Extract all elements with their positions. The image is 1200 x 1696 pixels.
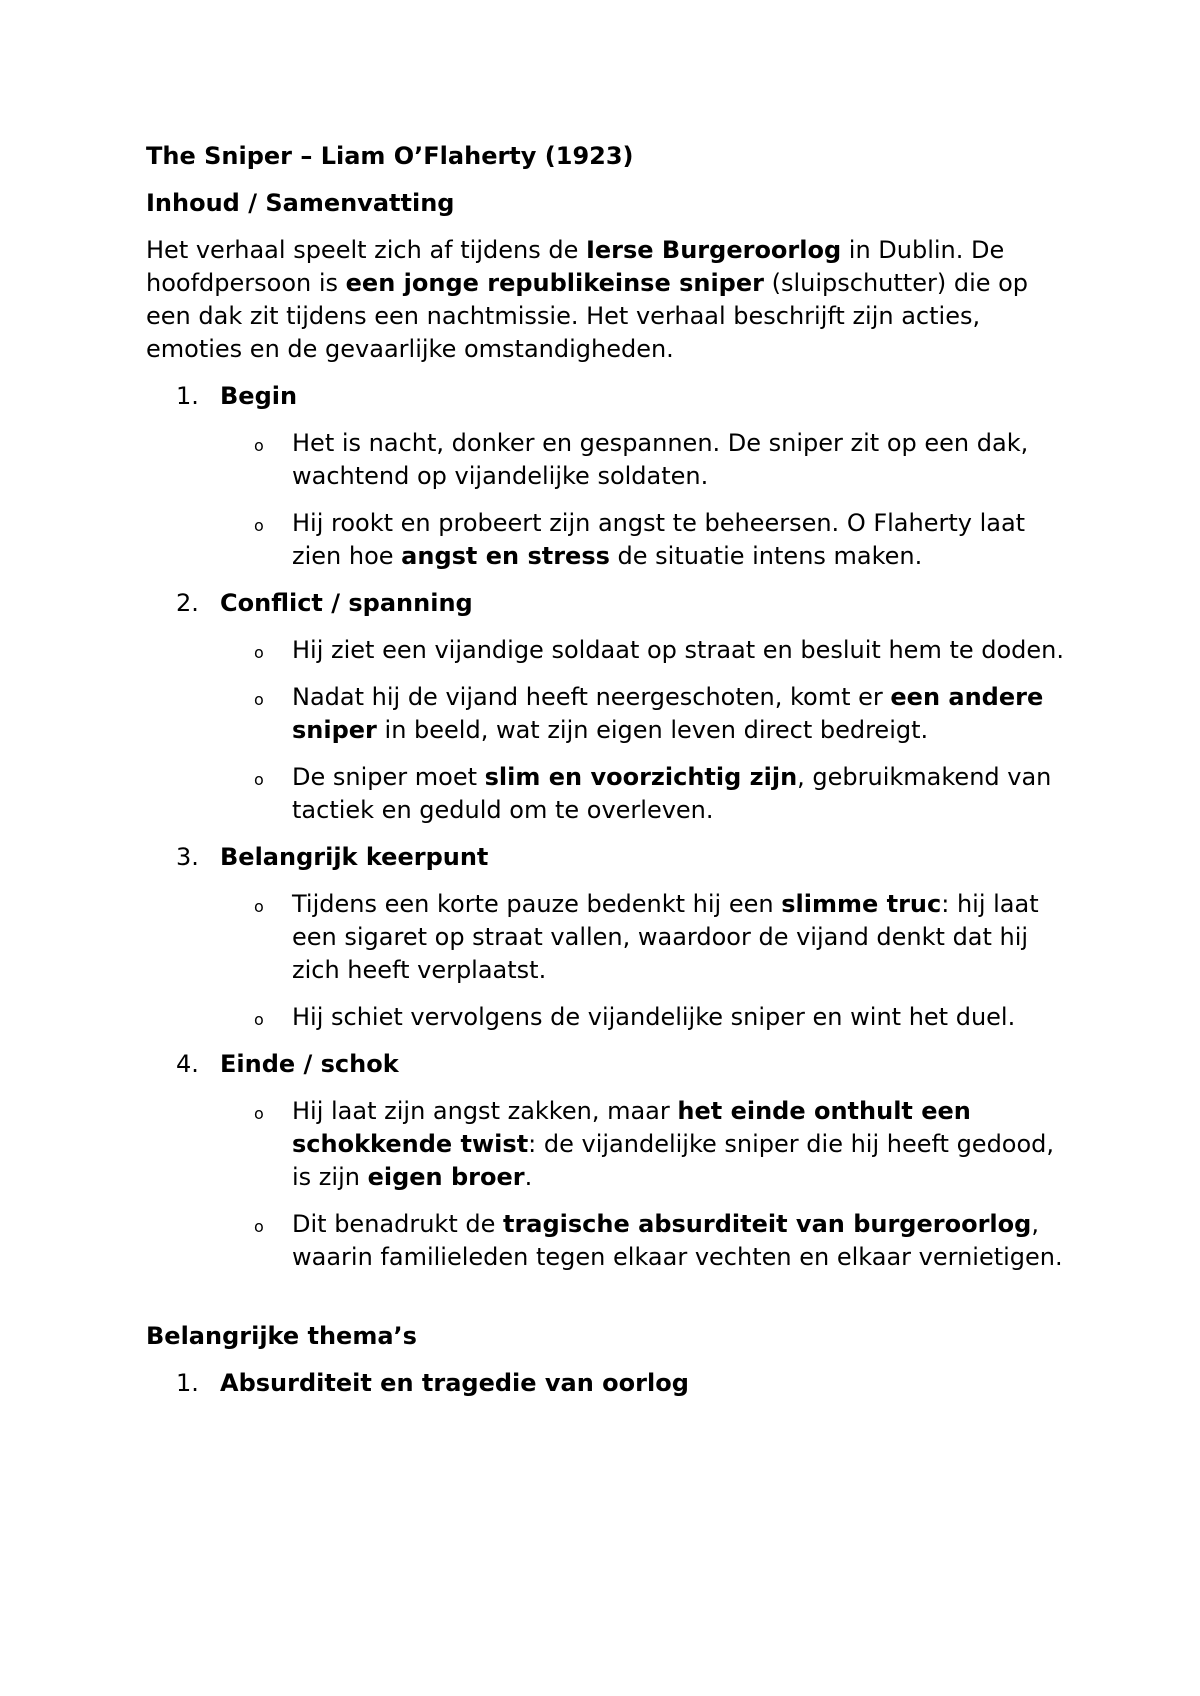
spacer: [146, 1288, 1076, 1320]
list-item-conflict: [146, 587, 1076, 620]
intro-text: (sluipschutter) die op een dak zit tijdens een nachtmissie. Het verhaal beschrijft zijn acties, emoties en de gevaarlijke omstandigheden.: [146, 269, 1029, 363]
document-page: [146, 140, 1076, 1414]
list-item-title: Belangrijk keerpunt: [220, 843, 489, 871]
list-item-title: Begin: [220, 382, 298, 410]
bullet-item: [146, 1208, 1076, 1274]
bullet-emphasis: angst en stress: [401, 542, 610, 570]
bullet-marker: o: [254, 1010, 264, 1029]
bullet-marker: o: [254, 770, 264, 789]
bullet-emphasis: slimme truc: [781, 890, 942, 918]
bullet-emphasis: een andere sniper: [292, 683, 1044, 744]
list-item-begin: [146, 380, 1076, 413]
theme-item: [146, 1367, 1076, 1400]
bullet-text: in beeld, wat zijn eigen leven direct bedreigt.: [376, 716, 929, 744]
bullet-text: Het is nacht, donker en gespannen. De sniper zit op een dak, wachtend op vijandelijke soldaten.: [292, 429, 1029, 490]
intro-emphasis: Ierse Burgeroorlog: [585, 236, 842, 264]
bullet-emphasis: tragische absurditeit van burgeroorlog: [502, 1210, 1032, 1238]
list-number: 1.: [176, 382, 199, 410]
bullet-emphasis: eigen broer: [367, 1163, 525, 1191]
list-number: 2.: [176, 589, 199, 617]
bullet-item: [146, 634, 1076, 667]
bullet-emphasis: het einde onthult een schokkende twist: [292, 1097, 971, 1158]
bullet-marker: o: [254, 436, 264, 455]
bullet-marker: o: [254, 516, 264, 535]
list-item-keerpunt: [146, 841, 1076, 874]
bullet-item: [146, 681, 1076, 747]
bullet-text: : de vijandelijke sniper die hij heeft gedood, is zijn: [292, 1130, 1055, 1191]
bullet-text: Nadat hij de vijand heeft neergeschoten, komt er: [292, 683, 891, 711]
bullet-text: : hij laat een sigaret op straat vallen, waardoor de vijand denkt dat hij zich heeft verplaatst.: [292, 890, 1039, 984]
intro-paragraph: [146, 234, 1076, 366]
themes-heading: Belangrijke thema’s: [146, 1322, 417, 1350]
bullet-text: Dit benadrukt de: [292, 1210, 503, 1238]
bullet-marker: o: [254, 643, 264, 662]
bullet-text: , waarin familieleden tegen elkaar vechten en elkaar vernietigen.: [292, 1210, 1063, 1271]
bullet-text: , gebruikmakend van tactiek en geduld om te overleven.: [292, 763, 1052, 824]
list-number: 4.: [176, 1050, 199, 1078]
bullet-text: Hij laat zijn angst zakken, maar: [292, 1097, 678, 1125]
bullet-text: Hij ziet een vijandige soldaat op straat en besluit hem te doden.: [292, 636, 1065, 664]
bullet-item: [146, 888, 1076, 987]
list-number: 1.: [176, 1369, 199, 1397]
bullet-item: [146, 761, 1076, 827]
bullet-emphasis: slim en voorzichtig zijn: [484, 763, 798, 791]
bullet-item: [146, 1095, 1076, 1194]
bullet-marker: o: [254, 897, 264, 916]
intro-text: in Dublin. De hoofdpersoon is: [146, 236, 1005, 297]
bullet-item: [146, 507, 1076, 573]
theme-title: Absurditeit en tragedie van oorlog: [220, 1369, 689, 1397]
list-item-einde: [146, 1048, 1076, 1081]
document-title: The Sniper – Liam O’Flaherty (1923): [146, 142, 634, 170]
bullet-marker: o: [254, 1104, 264, 1123]
list-item-title: Conflict / spanning: [220, 589, 473, 617]
bullet-text: Hij schiet vervolgens de vijandelijke sniper en wint het duel.: [292, 1003, 1016, 1031]
bullet-item: [146, 1001, 1076, 1034]
intro-text: Het verhaal speelt zich af tijdens de: [146, 236, 586, 264]
bullet-text: Tijdens een korte pauze bedenkt hij een: [292, 890, 782, 918]
list-number: 3.: [176, 843, 199, 871]
bullet-item: [146, 427, 1076, 493]
intro-emphasis: een jonge republikeinse sniper: [345, 269, 764, 297]
summary-heading: Inhoud / Samenvatting: [146, 189, 455, 217]
bullet-text: de situatie intens maken.: [609, 542, 923, 570]
bullet-text: De sniper moet: [292, 763, 485, 791]
bullet-marker: o: [254, 1217, 264, 1236]
list-item-title: Einde / schok: [220, 1050, 399, 1078]
bullet-text: Hij rookt en probeert zijn angst te beheersen. O Flaherty laat zien hoe: [292, 509, 1026, 570]
bullet-text: .: [524, 1163, 533, 1191]
bullet-marker: o: [254, 690, 264, 709]
